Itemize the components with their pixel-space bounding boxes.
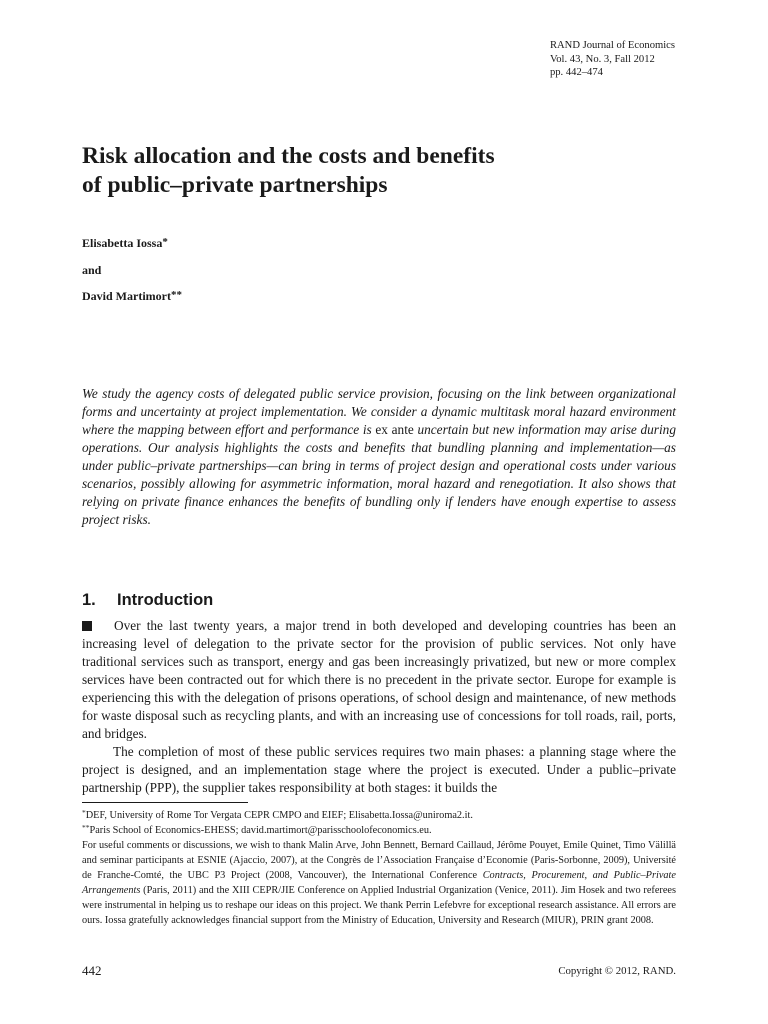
author-connector: and bbox=[82, 263, 102, 277]
abstract-roman-term: ex ante bbox=[375, 422, 414, 437]
abstract bbox=[82, 385, 676, 529]
paragraph-1 bbox=[82, 617, 676, 743]
section-number: 1. bbox=[82, 591, 96, 609]
abstract-part-2: uncertain but new information may arise during operations. Our analysis highlights the costs and benefits that bundling planning and implementation—as under public–private partnerships—can bring in terms of project design and operational costs under various scenarios, possibly allowing for asymmetric information, moral hazard and renegotiation. It also shows that relying on private finance enhances the benefits of bundling only if lenders have enough expertise to assess project risks. bbox=[82, 422, 676, 527]
paragraph-2: The completion of most of these public services requires two main phases: a planning stage where the project is designed, and an implementation stage where the project is executed. Under a public–private partnership (PPP), the supplier takes responsibility at both stages: it builds the bbox=[82, 744, 676, 795]
footnotes bbox=[82, 808, 676, 928]
abstract-part-1: We study the agency costs of delegated public service provision, focusing on the link between organizational forms and uncertainty at project implementation. We consider a dynamic multitask moral hazard environment where the mapping between effort and performance is bbox=[82, 386, 676, 437]
author-first-mark: * bbox=[162, 236, 168, 248]
footnote-1-mark: * bbox=[82, 808, 86, 817]
paragraph-1-text: Over the last twenty years, a major trend in both developed and developing countries has been an increasing level of delegation to the private sector for the provision of public services. Not only have traditional services such as transport, energy and gas been increasingly privatized, but new or more complex services have been contracted out for which there is no precedent in the private sector. Europe for example is experiencing this with the delegation of prisons operations, of school design and maintenance, of new methods for waste disposal such as recycling plants, and with an increasing use of concessions for toll roads, rail, ports, and bridges. bbox=[82, 618, 676, 741]
footnote-1 bbox=[82, 808, 676, 823]
footnote-2-text: Paris School of Economics-EHESS; david.martimort@parisschoolofeconomics.eu. bbox=[89, 825, 432, 836]
ack-conference-title: Contracts, Procurement, and Public–Private Arrangements bbox=[82, 870, 676, 896]
title-line-2: of public–private partnerships bbox=[82, 172, 388, 198]
journal-pages: pp. 442–474 bbox=[549, 67, 603, 78]
section-title: Introduction bbox=[117, 591, 214, 609]
footnote-2-mark: ** bbox=[82, 823, 90, 832]
acknowledgements bbox=[82, 838, 676, 928]
author-second bbox=[82, 289, 182, 304]
journal-name: RAND Journal of Economics bbox=[549, 40, 675, 51]
author-second-name: David Martimort bbox=[82, 289, 171, 303]
footnote-1-text: DEF, University of Rome Tor Vergata CEPR CMPO and EIEF; Elisabetta.Iossa@uniroma2.it. bbox=[85, 810, 473, 821]
footnote-divider bbox=[82, 802, 248, 803]
author-first-name: Elisabetta Iossa bbox=[82, 236, 163, 250]
section-heading bbox=[82, 591, 213, 610]
footnote-2 bbox=[82, 823, 676, 838]
title-line-1: Risk allocation and the costs and benefits bbox=[82, 143, 495, 169]
author-first bbox=[82, 236, 168, 251]
author-second-mark: ** bbox=[170, 289, 182, 301]
page-number: 442 bbox=[82, 963, 102, 978]
article-title bbox=[82, 142, 702, 200]
body-text bbox=[82, 617, 676, 797]
ack-text-2: (Paris, 2011) and the XIII CEPR/JIE Conference on Applied Industrial Organization (Venice, 2011). Jim Hosek and two referees were instrumental in helping us to reshape our ideas on this project. We thank Perrin Lefebvre for exceptional research assistance. All errors are ours. Iossa gratefully acknowledges financial support from the Ministry of Education, University and Research (MIUR), PRIN grant 2008. bbox=[82, 885, 676, 926]
copyright-notice: Copyright © 2012, RAND. bbox=[558, 965, 676, 977]
section-start-square-icon bbox=[82, 621, 92, 631]
journal-info bbox=[550, 39, 675, 80]
journal-volume: Vol. 43, No. 3, Fall 2012 bbox=[549, 53, 655, 65]
ack-text-1: For useful comments or discussions, we wish to thank Malin Arve, John Bennett, Bernard Caillaud, Jérôme Pouyet, Emile Quinet, Timo Välillä and seminar participants at ESNIE (Ajaccio, 2007), at the Congrès de l’Association Française d’Economie (Paris-Sorbonne, 2009), Université de Franche-Comté, the UBC P3 Project (2008, Vancouver), the International Conference bbox=[82, 840, 676, 881]
